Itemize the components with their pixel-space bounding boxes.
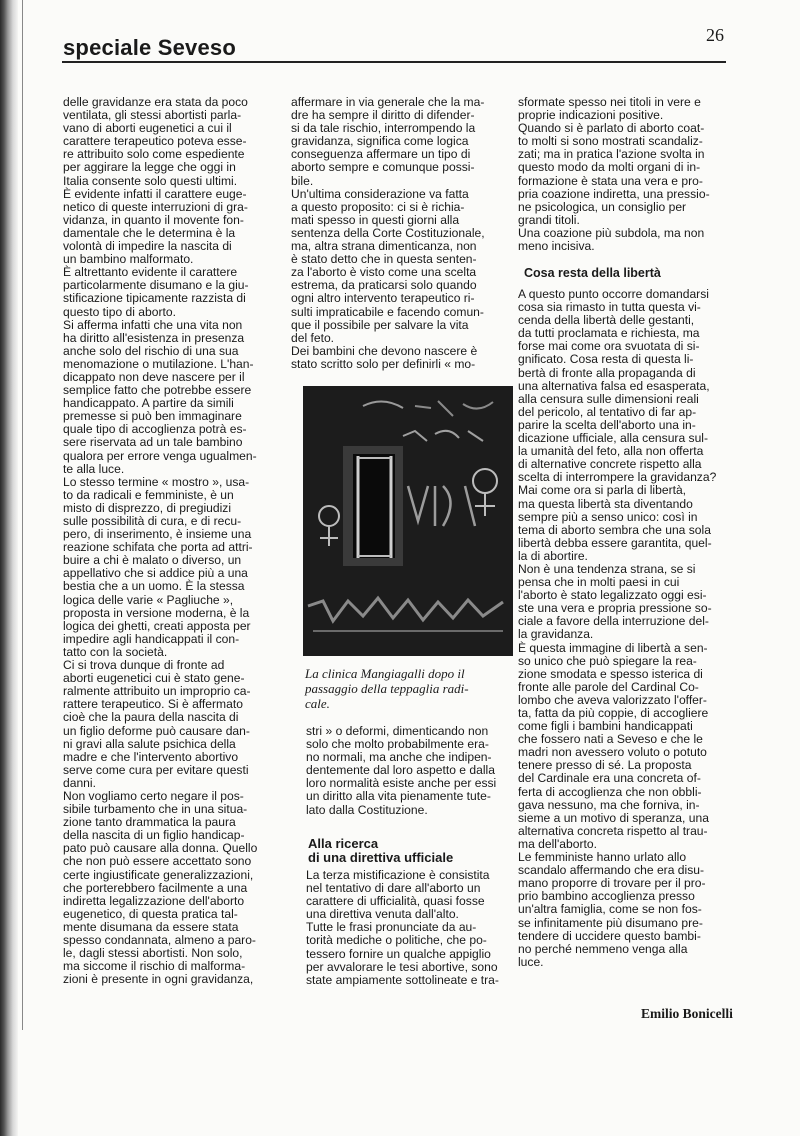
article-column-3-bottom: [518, 288, 750, 969]
subheading-alla-ricerca: [308, 837, 518, 865]
article-column-2-top: [291, 96, 508, 371]
author-signature: Emilio Bonicelli: [641, 1006, 733, 1021]
header-rule: [62, 61, 726, 63]
article-column-2-middle: [306, 725, 521, 817]
subheading-alla-ricerca-text: Alla ricerca di una direttiva ufficiale: [308, 836, 454, 865]
column-2-middle-text: stri » o deformi, dimenticando non solo che molto probabilmente era- no normali, ma anche che indipen- dentemente dal loro aspetto e dalla loro normalità esiste anche per essi un diritto alla vita pienamente tute- lato dalla Costituzione.: [306, 724, 497, 817]
page-number: 26: [706, 25, 724, 45]
column-3-top-text: sformate spesso nei titoli in vere e proprie indicazioni positive. Quando si è parlato di aborto coat- to molti si sono mostrati scandaliz- zati; ma in pratica l'azione svolta in questo modo da molti organi di in- formazione è stata una vera e pro- pria coazione indiretta, una pressio- ne psicologica, un consiglio per grandi titoli. Una coazione più subdola, ma non meno incisiva.: [518, 95, 710, 254]
column-1-text: delle gravidanze era stata da poco ventilata, gli stessi abortisti parla- vano di aborti eugenetici a cui il carattere terapeutico poteva esse- re attribuito solo come espediente per aggirare la legge che oggi in Italia consente solo questi ultimi. È evidente infatti il carattere euge- netico di queste interruzioni di gra- vidanza, in quanto il movente fon- damentale che le determina è la volontà di impedire la nascita di un bambino malformato. È altrettanto evidente il carattere particolarmente disumano e la giu- stificazione tipicamente razzista di questo tipo di aborto. Si afferma infatti che una vita non ha diritto all'esistenza in presenza anche solo del rischio di una sua menomazione o mutilazione. L'han- dicappato non deve nascere per il semplice fatto che potrebbe essere handicappato. A partire da simili premesse si può ben immaginare quale tipo di accoglienza potrà es- sere riservata ad un tale bambino qualora per errore venga ugualmen- te alla luce. Lo stesso termine « mostro », usa- to da radicali e femministe, è un misto di disprezzo, di pregiudizi sulle possibilità di cura, e di recu- pero, di inserimento, è insieme una reazione schifata che porta ad attri- buire a chi è malato o diverso, un appellativo che si addice più a una bestia che a un uomo. È la stessa logica delle varie « Pagliuche », proposta in versione moderna, è la logica dei ghetti, creati apposta per impedire agli handicappati il con- tatto con la società. Ci si trova dunque di fronte ad aborti eugenetici cui è stato gene- ralmente attribuito un improprio ca- rattere terapeutico. Si è affermato cioè che la paura della nascita di un figlio deforme può causare dan- ni gravi alla salute psichica della madre e che l'intervento abortivo serve come cura per evitare questi danni. Non vogliamo certo negare il pos- sibile turbamento che in una situa- zione tanto drammatica la paura della nascita di un figlio handicap- pato può causare alla donna. Quello che non può essere accettato sono certe ingiustificate generalizzazioni, che porterebbero facilmente a una indiretta legalizzazione dell'aborto eugenetico, di questa pratica tal- mente disumana da essere stata spesso condannata, almeno a paro- le, dagli stessi abortisti. Non solo, ma siccome il rischio di malforma- zioni è presente in ogni gravidanza,: [63, 95, 258, 987]
column-2-top-text: affermare in via generale che la ma- dre ha sempre il diritto di difender- si da tale rischio, interrompendo la gravidanza, significa come logica conseguenza affermare un tipo di aborto sempre e comunque possi- bile. Un'ultima considerazione va fatta a questo proposito: ci si è richia- mati spesso in questi giorni alla sentenza della Corte Costituzionale, ma, altra strana dimenticanza, non è stato detto che in questa senten- za l'aborto è visto come una scelta estrema, da praticarsi solo quando ogni altro intervento terapeutico ri- sulti impraticabile e facendo comun- que il possibile per salvare la vita del feto. Dei bambini che devono nascere è stato scritto solo per definirli « mo-: [291, 95, 485, 371]
photo-clinica-mangiagalli: [303, 386, 513, 656]
graffiti-wall-image: [303, 386, 513, 656]
article-column-2-bottom: [306, 869, 521, 987]
binding-edge-line: [22, 0, 23, 1030]
section-title: speciale Seveso: [63, 35, 237, 60]
photo-caption: La clinica Mangiagalli dopo il passaggio della teppaglia radi- cale.: [305, 666, 469, 711]
article-column-1: [63, 96, 298, 986]
page-binding-shadow: [0, 0, 18, 1136]
column-2-bottom-text: La terza mistificazione è consistita nel tentativo di dare all'aborto un carattere di ufficialità, quasi fosse una direttiva venuta dall'alto. Tutte le frasi pronunciate da au- torità mediche o politiche, che po- tessero fornire un qualche appiglio per avvalorare le tesi abortive, sono state ampiamente sottolineate e tra-: [306, 868, 499, 987]
subheading-cosa-resta: [524, 266, 744, 280]
subheading-cosa-resta-text: Cosa resta della libertà: [524, 266, 661, 280]
article-column-3-top: [518, 96, 750, 253]
column-3-bottom-text: A questo punto occorre domandarsi cosa sia rimasto in tutta questa vi- cenda della libertà delle gestanti, da tutti proclamata e richiesta, ma forse mai come ora svuotata di si- gnificato. Cosa resta di questa li- bertà di fronte alla propaganda di una alternativa falsa ed esasperata, alla censura sulle dimensioni reali del pericolo, al tentativo di far ap- parire la scelta dell'aborto una in- dicazione ufficiale, alla censura sul- la umanità del feto, alla non offerta di alternative concrete rispetto alla scelta di interrompere la gravidanza? Mai come ora si parla di libertà, ma questa libertà sta diventando sempre più a senso unico: così in tema di aborto sembra che una sola libertà debba essere garantita, quel- la di abortire. Non è una tendenza strana, se si pensa che in molti paesi in cui l'aborto è stato legalizzato oggi esi- ste una vera e propria pressione so- ciale a favore della interruzione del- la gravidanza. È questa immagine di libertà a sen- so unico che può spiegare la rea- zione smodata e spesso isterica di fronte alle parole del Cardinal Co- lombo che aveva valorizzato l'offer- ta, fatta da più coppie, di accogliere come figli i bambini handicappati che fossero nati a Seveso e che le madri non avessero voluto o potuto tenere presso di sé. La proposta del Cardinale era una concreta of- ferta di accoglienza che non obbli- gava nessuno, ma che forniva, in- sieme a un motivo di speranza, una alternativa concreta rispetto al trau- ma dell'aborto. Le femministe hanno urlato allo scandalo affermando che era disu- mano proporre di trovare per il pro- prio bambino accoglienza presso un'altra famiglia, come se non fos- se infinitamente più disumano pre- tendere di uccidere questo bambi- no perché nemmeno venga alla luce.: [518, 287, 717, 969]
